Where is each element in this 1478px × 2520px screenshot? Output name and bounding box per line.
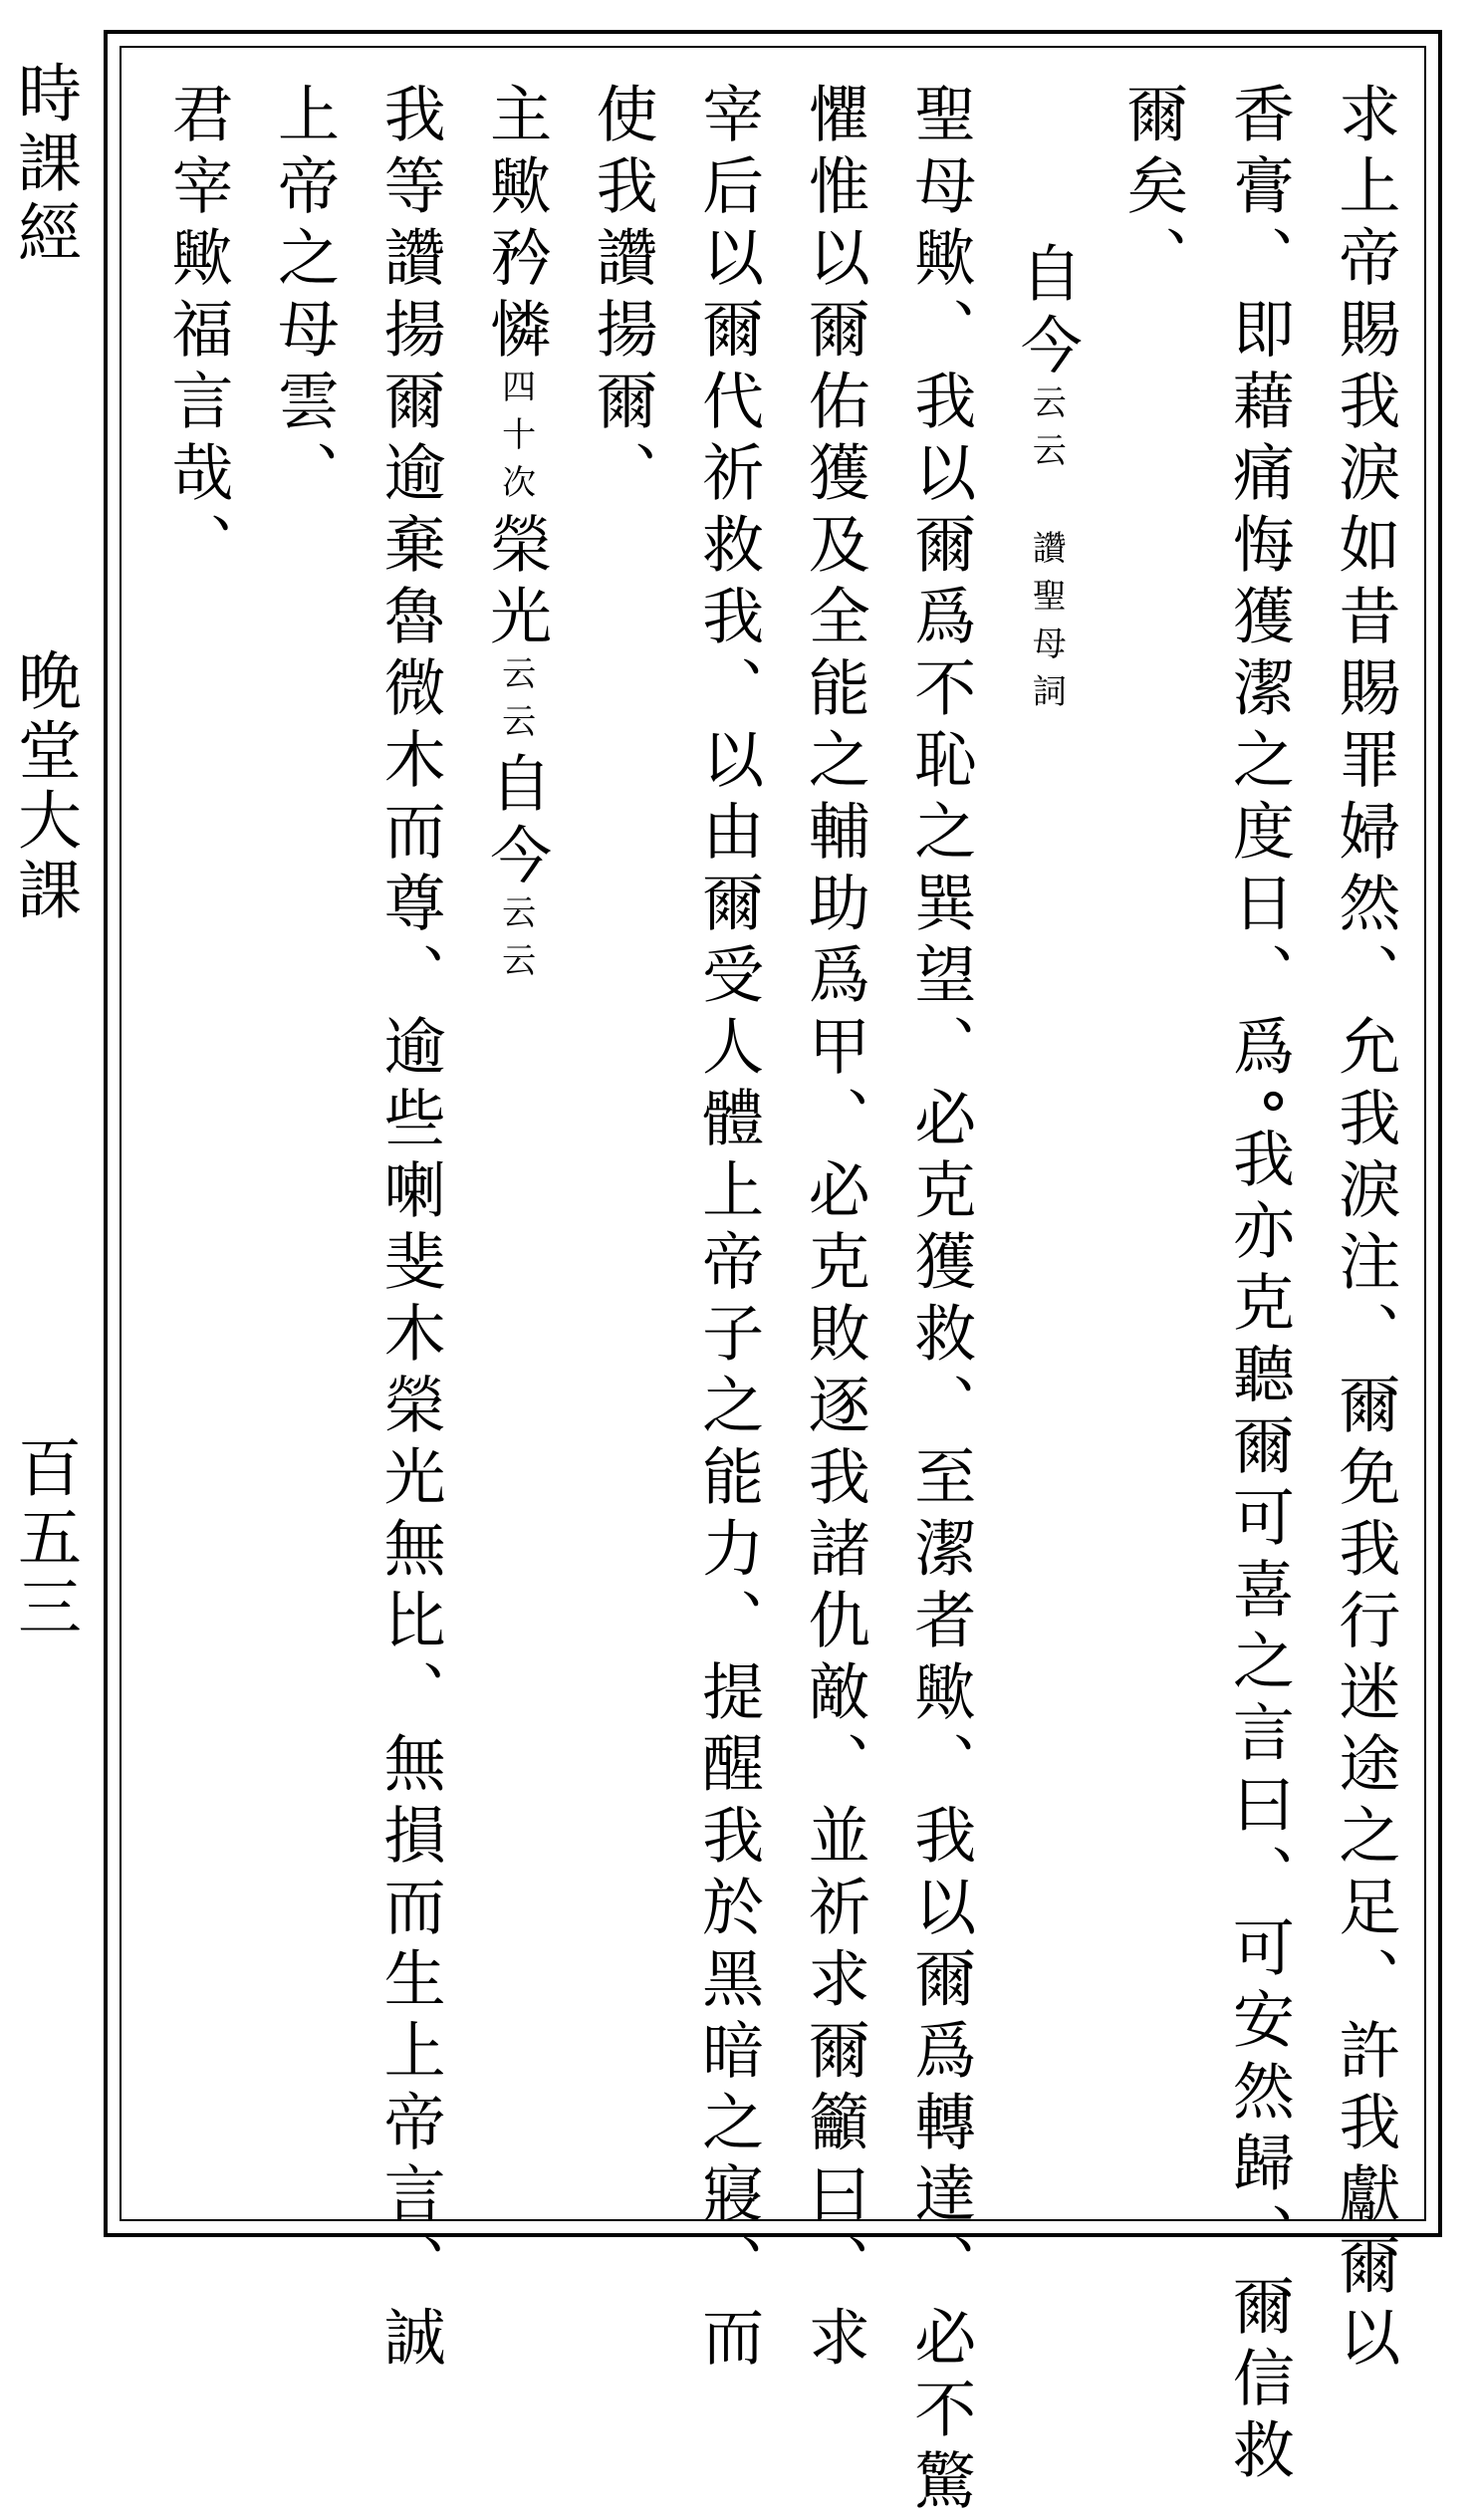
- column-text: 自今: [479, 751, 553, 894]
- page-margin: [4, 40, 84, 2231]
- text-column-1: [1317, 82, 1412, 2377]
- text-column-2: [1210, 82, 1306, 2489]
- section-title: 晚堂大課: [7, 647, 81, 926]
- page-frame: [104, 30, 1442, 2520]
- annotation-note: 云云: [1026, 384, 1067, 480]
- column-text: 自今: [1010, 241, 1084, 384]
- text-column-12: [149, 82, 245, 2209]
- text-body: [149, 82, 1412, 2520]
- annotation-heading: 讚聖母詞: [1026, 530, 1067, 721]
- annotation-note: 四十次: [495, 369, 536, 512]
- text-column-7: [680, 82, 776, 2377]
- text-column-3: [1105, 82, 1200, 2209]
- book-title: 時課經: [7, 60, 81, 269]
- page-number: 百五三: [7, 1434, 81, 1643]
- column-text: 宰后以爾代祈救我、以由爾受人體上帝子之能力、提醒我於黑暗之寢、而: [691, 82, 765, 2377]
- text-column-9: [468, 82, 564, 2209]
- column-text: 使我讚揚爾、: [586, 82, 659, 512]
- column-text: 君宰歟福言哉、: [161, 82, 234, 584]
- column-text: 爾矣、: [1115, 82, 1189, 297]
- column-text: 主歟矜憐: [479, 82, 553, 369]
- annotation-note: 云云: [495, 655, 536, 751]
- column-text: 我等讚揚爾逾棄魯微木而尊、逾些喇斐木榮光無比、無損而生上帝言、誠: [373, 82, 447, 2377]
- text-column-5: [892, 82, 988, 2520]
- column-text: 香膏、即藉痛悔獲潔之度日、爲°我亦克聽爾可喜之言曰、可安然歸、爾信救: [1222, 82, 1296, 2489]
- column-text: 聖母歟、我以爾爲不恥之巽望、必克獲救、至潔者歟、我以爾爲轉達、必不驚: [903, 82, 977, 2520]
- text-column-10: [362, 82, 457, 2377]
- column-text: 求上帝賜我淚如昔賜罪婦然、允我淚注、爾免我行迷途之足、許我獻爾以: [1328, 82, 1401, 2377]
- column-text: 懼惟以爾佑獲及全能之輔助爲甲、必克敗逐我諸仇敵、並祈求爾籲曰、求: [798, 82, 871, 2377]
- annotation-note: 云云: [495, 894, 536, 990]
- text-column-8: [574, 82, 669, 2209]
- text-column-6: [786, 82, 881, 2377]
- column-text: 榮光: [479, 512, 553, 655]
- text-column-4: [998, 82, 1094, 2209]
- text-column-11: [256, 82, 352, 2209]
- column-text: 上帝之母雲、: [267, 82, 341, 512]
